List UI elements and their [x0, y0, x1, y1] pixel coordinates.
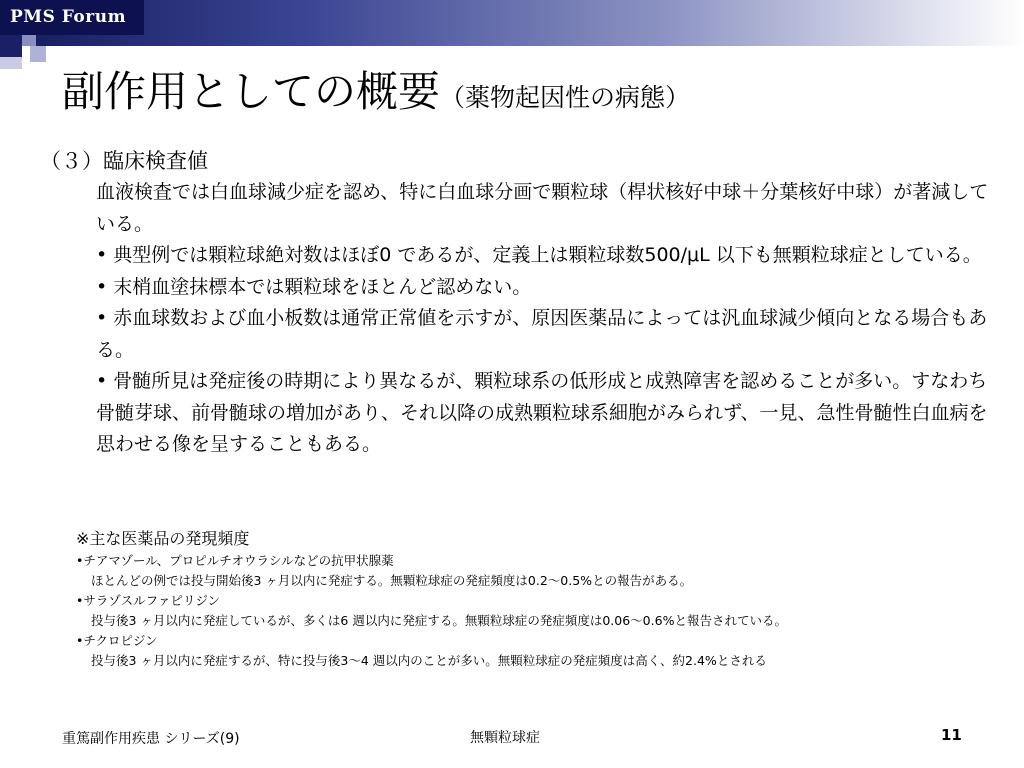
body-text [96, 177, 996, 461]
drug-name: •サラゾスルファピリジン [76, 593, 221, 608]
drug-detail: 投与後3 ヶ月以内に発症しているが、多くは6 週以内に発症する。無顆粒球症の発症頻度は0.06～0.6%と報告されている。 [91, 613, 787, 628]
decor-square [0, 57, 22, 69]
bullet-item: • 骨髄所見は発症後の時期により異なるが、顆粒球系の低形成と成熟障害を認めることが多い。すなわち骨髄芽球、前骨髄球の増加があり、それ以降の成熟顆粒球系細胞がみられず、一見、急性骨髄性白血病を思わせる像を呈することもある。 [96, 370, 988, 455]
notes-title: ※主な医薬品の発現頻度 [76, 529, 250, 548]
bullet-item: • 末梢血塗抹標本では顆粒球をほとんど認めない。 [96, 275, 532, 298]
footer-topic: 無顆粒球症 [470, 730, 540, 746]
paragraph: 血液検査では白血球減少症を認め、特に白血球分画で顆粒球（桿状核好中球＋分葉核好中球）が著減している。 [96, 181, 989, 235]
drug-name: •チアマゾール、プロピルチオウラシルなどの抗甲状腺薬 [76, 553, 394, 568]
decor-square [30, 46, 46, 62]
logo [0, 0, 144, 35]
footer-series: 重篤副作用疾患 シリーズ(9) [62, 731, 240, 747]
bullet-item: • 赤血球数および血小板数は通常正常値を示すが、原因医薬品によっては汎血球減少傾向となる場合もある。 [96, 307, 988, 361]
section-heading: （３）臨床検査値 [40, 149, 208, 173]
bullet-item: • 典型例では顆粒球絶対数はほぼ0 であるが、定義上は顆粒球数500/μL 以下も無顆粒球症としている。 [96, 244, 982, 266]
decor-square [0, 35, 22, 57]
logo-text: PMS Forum [10, 7, 127, 27]
notes-section [76, 527, 996, 671]
title-main: 副作用としての概要 [62, 67, 441, 116]
decor-square [22, 35, 36, 46]
header-band [0, 0, 1024, 46]
drug-detail: 投与後3 ヶ月以内に発症するが、特に投与後3～4 週以内のことが多い。無顆粒球症の発症頻度は高く、約2.4%とされる [91, 653, 767, 668]
drug-detail: ほとんどの例では投与開始後3 ヶ月以内に発症する。無顆粒球症の発症頻度は0.2～0.5%との報告がある。 [91, 573, 693, 588]
slide-title [62, 62, 690, 128]
drug-name: •チクロピジン [76, 633, 158, 648]
title-sub: （薬物起因性の病態） [440, 83, 691, 112]
page-number: 11 [941, 726, 962, 744]
